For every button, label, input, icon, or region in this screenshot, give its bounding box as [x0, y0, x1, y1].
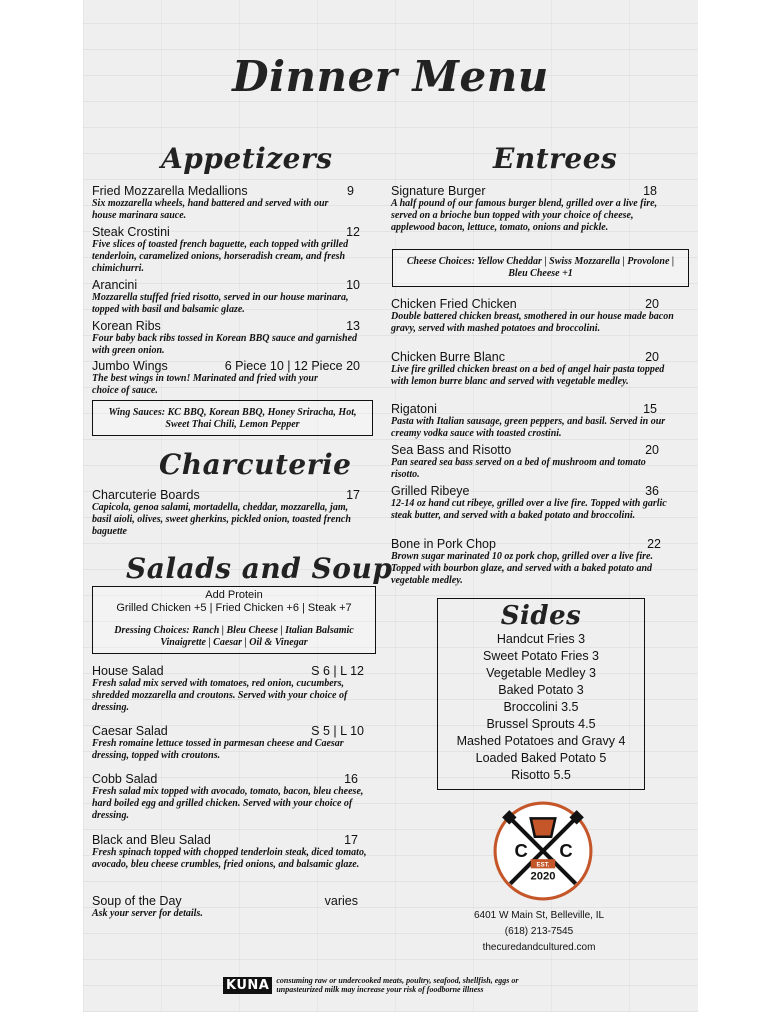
logo-letter-right: C [559, 840, 573, 862]
menu-title: Dinner Menu [232, 52, 549, 101]
sides-box [437, 598, 645, 790]
item-name: Fried Mozzarella Medallions [92, 184, 248, 198]
wing-sauces-box: Wing Sauces: KC BBQ, Korean BBQ, Honey Sriracha, Hot, Sweet Thai Chili, Lemon Pepper [92, 400, 373, 436]
menu-item [92, 772, 368, 822]
side-item: Baked Potato 3 [498, 683, 584, 697]
item-name: Arancini [92, 278, 138, 292]
item-price: varies [324, 894, 358, 908]
menu-item [92, 724, 377, 762]
item-price: 13 [346, 319, 360, 333]
website: thecuredandcultured.com [482, 942, 596, 953]
item-price: 18 [643, 184, 657, 198]
appetizers-heading: Appetizers [161, 142, 333, 175]
phone: (618) 213-7545 [504, 926, 574, 937]
item-description: Pan seared sea bass served on a bed of mushroom and tomato risotto. [391, 457, 646, 480]
side-item: Broccolini 3.5 [503, 700, 579, 714]
menu-item [391, 537, 679, 587]
item-price: 20 [645, 443, 659, 457]
address: 6401 W Main St, Belleville, IL [473, 910, 605, 921]
side-item: Mashed Potatoes and Gravy 4 [456, 734, 626, 748]
item-name: Korean Ribs [92, 319, 161, 333]
side-item: Sweet Potato Fries 3 [482, 649, 600, 663]
item-description: 12-14 oz hand cut ribeye, grilled over a live fire. Topped with garlic steak butter, and served with a baked potato and broccolini. [391, 498, 667, 521]
menu-item [92, 278, 360, 316]
item-price: 9 [347, 184, 354, 198]
item-description: The best wings in town! Marinated and fried with your choice of sauce. [92, 373, 318, 396]
item-price: 16 [344, 772, 358, 786]
add-protein-box [92, 586, 376, 654]
menu-item [92, 319, 360, 357]
item-description: Five slices of toasted french baguette, each topped with grilled tenderloin, caramelized onions, horseradish cream, and fresh chimichurri. [92, 239, 349, 274]
contact-info [451, 908, 627, 956]
side-item: Loaded Baked Potato 5 [475, 751, 607, 765]
salads-heading: Salads and Soup [126, 552, 393, 585]
item-description: Six mozzarella wheels, hand battered and served with our house marinara sauce. [92, 198, 329, 221]
item-name: Caesar Salad [92, 724, 168, 738]
item-description: Fresh salad mix topped with avocado, tomato, bacon, bleu cheese, hard boiled egg and grilled chicken. Served with your choice of dressing. [92, 786, 364, 821]
item-name: Rigatoni [391, 402, 437, 416]
menu-item [92, 225, 360, 275]
logo-letter-left: C [514, 840, 528, 862]
side-item: Vegetable Medley 3 [486, 666, 596, 680]
item-name: Grilled Ribeye [391, 484, 470, 498]
item-description: Mozzarella stuffed fried risotto, served in our house marinara, topped with basil and balsamic glaze. [92, 292, 349, 315]
item-description: Fresh romaine lettuce tossed in parmesan cheese and Caesar dressing, topped with croutons. [92, 738, 344, 761]
entrees-heading: Entrees [493, 142, 618, 175]
item-description: Fresh spinach topped with chopped tenderloin steak, diced tomato, avocado, bleu cheese crumbles, fried onions, and balsamic glaze. [92, 847, 367, 870]
item-price: 36 [645, 484, 659, 498]
item-description: Double battered chicken breast, smothered in our house made bacon gravy, served with mashed potatoes and broccolini. [391, 311, 674, 334]
item-price: S 5 | L 10 [311, 724, 364, 738]
menu-item [391, 443, 661, 481]
item-description: Ask your server for details. [92, 908, 203, 919]
item-name: Chicken Burre Blanc [391, 350, 505, 364]
item-name: House Salad [92, 664, 164, 678]
item-description: Four baby back ribs tossed in Korean BBQ sauce and garnished with green onion. [92, 333, 358, 356]
restaurant-logo [492, 800, 594, 902]
item-price: 20 [645, 350, 659, 364]
menu-item [92, 894, 358, 920]
item-description: Brown sugar marinated 10 oz pork chop, grilled over a live fire. Topped with bourbon glaze, and served with a baked potato and vegetable medley. [391, 551, 653, 586]
item-price: 15 [643, 402, 657, 416]
item-name: Soup of the Day [92, 894, 182, 908]
cheese-choices-box: Cheese Choices: Yellow Cheddar | Swiss Mozzarella | Provolone | Bleu Cheese +1 [392, 249, 689, 287]
sides-heading: Sides [500, 601, 582, 631]
item-name: Bone in Pork Chop [391, 537, 496, 551]
menu-item [391, 350, 675, 388]
menu-item [391, 484, 675, 522]
item-description: A half pound of our famous burger blend, grilled over a live fire, served on a brioche bun topped with your choice of cheese, applewood bacon, lettuce, tomato, onions and pickle. [391, 198, 658, 233]
item-price: S 6 | L 12 [311, 664, 364, 678]
item-name: Sea Bass and Risotto [391, 443, 512, 457]
side-item: Brussel Sprouts 4.5 [486, 717, 596, 731]
item-price: 17 [346, 488, 360, 502]
add-protein-options: Grilled Chicken +5 | Fried Chicken +6 | Steak +7 [116, 602, 352, 614]
item-name: Steak Crostini [92, 225, 170, 239]
side-item: Handcut Fries 3 [496, 632, 586, 646]
item-name: Jumbo Wings [92, 359, 168, 373]
menu-item [391, 184, 661, 234]
item-price: 6 Piece 10 | 12 Piece 20 [224, 359, 360, 373]
item-name: Cobb Salad [92, 772, 158, 786]
footer [223, 976, 553, 994]
item-description: Live fire grilled chicken breast on a bed of angel hair pasta topped with lemon burre blanc and served with vegetable medley. [391, 364, 665, 387]
side-item: Risotto 5.5 [511, 768, 571, 782]
item-price: 12 [346, 225, 360, 239]
item-description: Fresh salad mix served with tomatoes, red onion, cucumbers, shredded mozzarella and croutons. Served with your choice of dressing. [92, 678, 348, 713]
item-name: Chicken Fried Chicken [391, 297, 517, 311]
menu-item [92, 359, 360, 397]
item-description: Capicola, genoa salami, mortadella, cheddar, mozzarella, jam, basil aioli, olives, sweet gherkins, pickled onion, toasted french baguette [92, 502, 351, 537]
item-price: 20 [645, 297, 659, 311]
menu-item [391, 402, 687, 440]
item-price: 17 [344, 833, 358, 847]
logo-pot-icon [531, 818, 555, 836]
menu-item [92, 184, 354, 222]
item-price: 22 [647, 537, 661, 551]
logo-est: EST. [536, 861, 550, 869]
menu-page [83, 0, 698, 1012]
charcuterie-heading: Charcuterie [159, 448, 352, 481]
item-description: Pasta with Italian sausage, green peppers, and basil. Served in our creamy vodka sauce with toasted crostini. [391, 416, 666, 439]
kuna-badge: KUNA [223, 977, 272, 994]
menu-item [92, 664, 364, 714]
menu-item [391, 297, 687, 335]
dressing-choices: Dressing Choices: Ranch | Bleu Cheese | Italian Balsamic Vinaigrette | Caesar | Oil & Vinegar [114, 625, 354, 648]
add-protein-title: Add Protein [205, 589, 263, 601]
disclaimer: consuming raw or undercooked meats, poultry, seafood, shellfish, eggs or unpasteurized milk may increase your risk of foodborne illness [276, 976, 519, 994]
item-name: Charcuterie Boards [92, 488, 200, 502]
item-price: 10 [346, 278, 360, 292]
item-name: Black and Bleu Salad [92, 833, 211, 847]
menu-item [92, 833, 368, 871]
logo-year: 2020 [530, 870, 556, 883]
menu-item [92, 488, 360, 538]
item-name: Signature Burger [391, 184, 486, 198]
